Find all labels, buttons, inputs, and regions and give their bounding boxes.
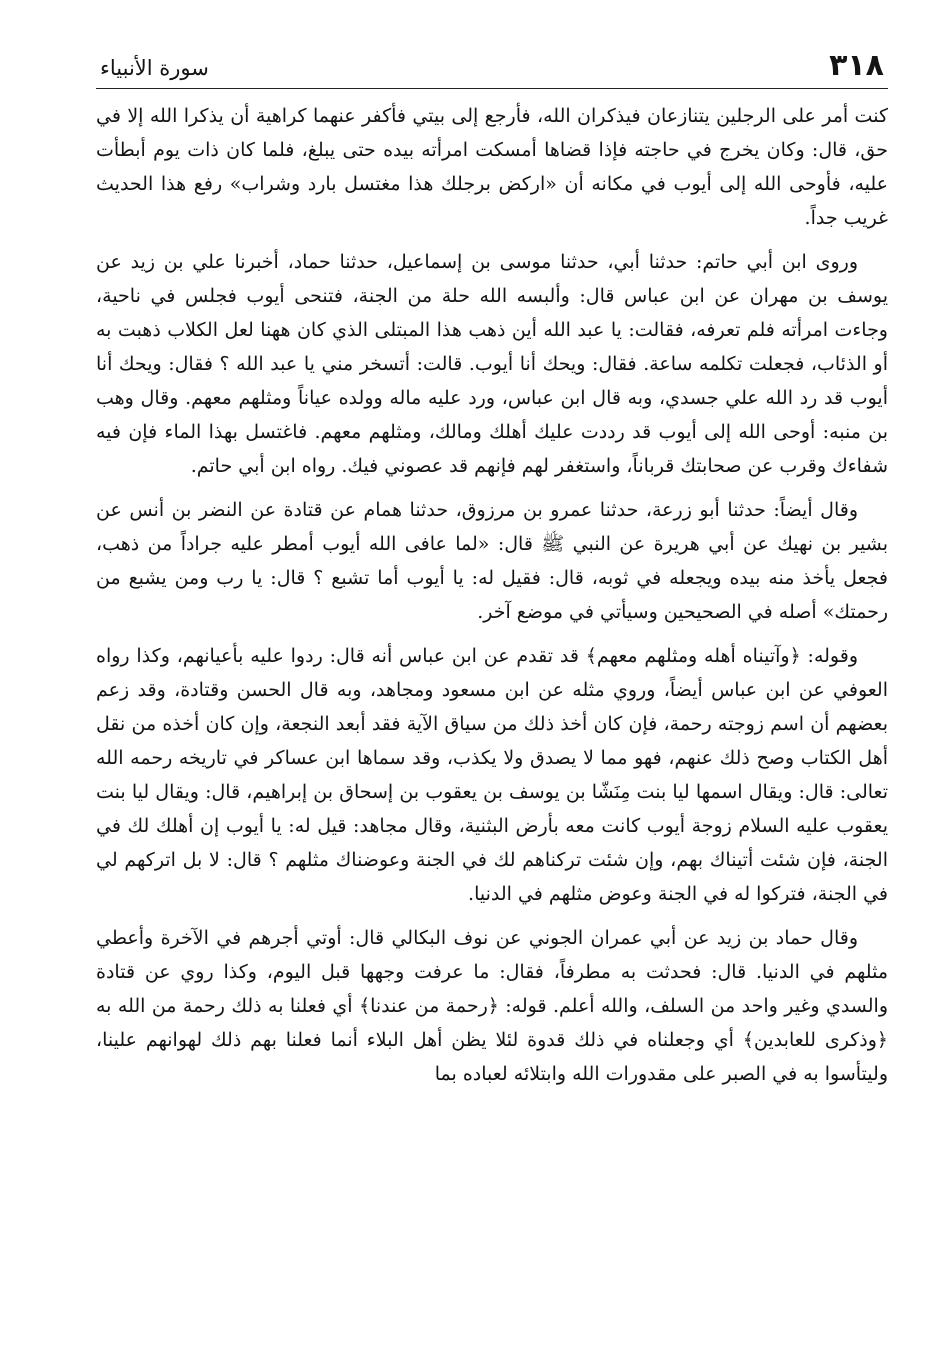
paragraph: كنت أمر على الرجلين يتنازعان فيذكران الله، فأرجع إلى بيتي فأكفر عنهما كراهية أن يذكرا الله إلا في حق، قال: وكان يخرج في حاجته فإذا قضاها أمسكت امرأته بيده حتى يبلغ، فلما كان ذات يوم أبطأت عليه، فأوحى الله إلى أيوب في مكانه أن «اركض برجلك هذا مغتسل بارد وشراب» رفع هذا الحديث غريب جداً. xyxy=(96,105,888,229)
book-page xyxy=(96,44,888,1354)
body-text xyxy=(96,99,888,1091)
paragraph: وروى ابن أبي حاتم: حدثنا أبي، حدثنا موسى بن إسماعيل، حدثنا حماد، أخبرنا علي بن زيد عن يوسف بن مهران عن ابن عباس قال: وألبسه الله حلة من الجنة، فتنحى أيوب فجلس في ناحية، وجاءت امرأته فلم تعرفه، فقالت: يا عبد الله أين ذهب هذا المبتلى الذي كان ههنا لعل الكلاب ذهبت به أو الذئاب، فجعلت تكلمه ساعة. فقال: ويحك أنا أيوب. قالت: أتسخر مني يا عبد الله ؟ فقال: ويحك أنا أيوب قد رد الله علي جسدي، وبه قال ابن عباس، ورد عليه ماله وولده عياناً ومثلهم معهم. وقال وهب بن منبه: أوحى الله إلى أيوب قد رددت عليك أهلك ومالك، ومثلهم معهم. فاغتسل بهذا الماء فإن فيه شفاءك وقرب عن صحابتك قرباناً، واستغفر لهم فإنهم قد عصوني فيك. رواه ابن أبي حاتم. xyxy=(96,251,888,477)
running-head xyxy=(96,44,888,89)
surah-title: سورة الأنبياء xyxy=(100,56,209,80)
paragraph: وقال أيضاً: حدثنا أبو زرعة، حدثنا عمرو بن مرزوق، حدثنا همام عن قتادة عن النضر بن أنس عن بشير بن نهيك عن أبي هريرة عن النبي ﷺ قال: «لما عافى الله أيوب أمطر عليه جراداً من ذهب، فجعل يأخذ منه بيده ويجعله في ثوبه، قال: فقيل له: يا أيوب أما تشبع ؟ قال: يا رب ومن يشبع من رحمتك» أصله في الصحيحين وسيأتي في موضع آخر. xyxy=(96,499,888,623)
paragraph: وقوله: ﴿وآتيناه أهله ومثلهم معهم﴾ قد تقدم عن ابن عباس أنه قال: ردوا عليه بأعيانهم، وكذا رواه العوفي عن ابن عباس أيضاً، وروي مثله عن ابن مسعود ومجاهد، وبه قال الحسن وقتادة، وقد زعم بعضهم أن اسم زوجته رحمة، فإن كان أخذ ذلك من سياق الآية فقد أبعد النجعة، وإن كان أخذه من نقل أهل الكتاب وصح ذلك عنهم، فهو مما لا يصدق ولا يكذب، وقد سماها ابن عساكر في تاريخه رحمه الله تعالى: قال: ويقال اسمها ليا بنت مِنَشّا بن يوسف بن يعقوب بن إسحاق بن إبراهيم، قال: ويقال ليا بنت يعقوب عليه السلام زوجة أيوب كانت معه بأرض البثنية، وقال مجاهد: قيل له: يا أيوب إن أهلك لك في الجنة، فإن شئت أتيناك بهم، وإن شئت تركناهم لك في الجنة وعوضناك مثلهم ؟ قال: لا بل اتركهم لي في الجنة، فتركوا له في الجنة وعوض مثلهم في الدنيا. xyxy=(96,645,888,905)
page-number: ٣١٨ xyxy=(829,48,884,83)
paragraph: وقال حماد بن زيد عن أبي عمران الجوني عن نوف البكالي قال: أوتي أجرهم في الآخرة وأعطي مثلهم في الدنيا. قال: فحدثت به مطرفاً، فقال: ما عرفت وجهها قبل اليوم، وكذا روي عن قتادة والسدي وغير واحد من السلف، والله أعلم. قوله: ﴿رحمة من عندنا﴾ أي فعلنا به ذلك رحمة من الله به ﴿وذكرى للعابدين﴾ أي وجعلناه في ذلك قدوة لئلا يظن أهل البلاء أنما فعلنا بهم ذلك لهوانهم علينا، وليتأسوا به في الصبر على مقدورات الله وابتلائه لعباده بما xyxy=(96,927,888,1085)
